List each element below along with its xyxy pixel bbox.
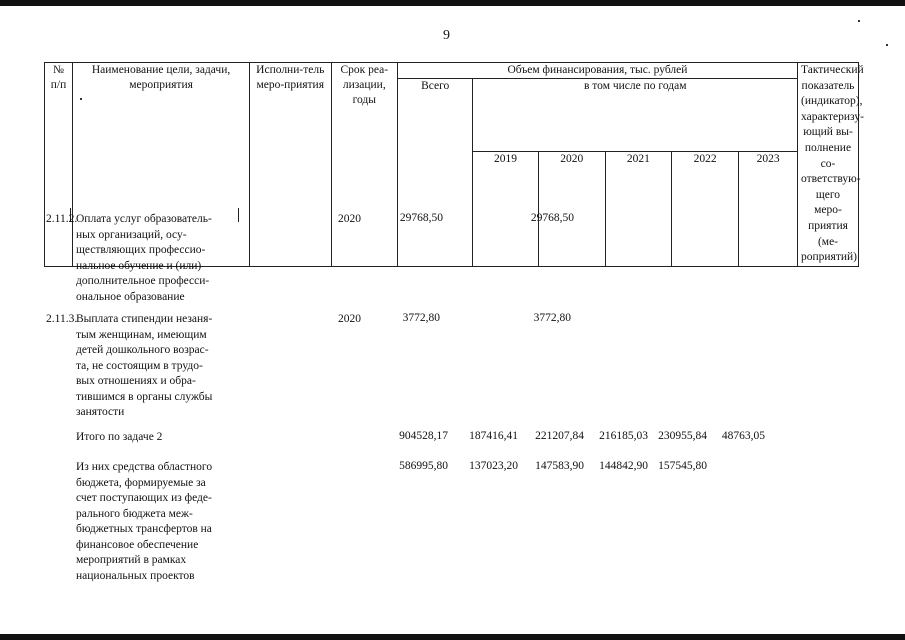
total-value-2021: 216185,03 bbox=[599, 430, 648, 442]
total-value-2019: 187416,41 bbox=[469, 430, 518, 442]
header-name: Наименование цели, задачи, мероприятия bbox=[73, 63, 249, 267]
total-value: 904528,17 bbox=[399, 430, 448, 442]
header-indicator: Тактический показатель (индикатор), характеризу-ющий вы-полнение со-ответствую-щего меро-приятия (ме-роприятий) bbox=[798, 63, 859, 267]
row-description: Выплата стипендии незаня- тым женщинам, имеющим детей дошкольного возрас- та, не состоящим в трудо- вых отношениях и обра- тившимся в органы службы занятости bbox=[76, 313, 213, 418]
header-year: 2023 bbox=[739, 151, 798, 266]
header-year: 2021 bbox=[605, 151, 671, 266]
row-value-2020: 29768,50 bbox=[530, 212, 574, 224]
header-term: Срок реа-лизации, годы bbox=[331, 63, 397, 267]
scan-speck bbox=[858, 20, 860, 22]
total-value-2023: 48763,05 bbox=[721, 430, 765, 442]
header-year: 2019 bbox=[473, 151, 538, 266]
header-num: № п/п bbox=[45, 63, 73, 267]
row-total: 29768,50 bbox=[399, 212, 443, 224]
total-label: Итого по задаче 2 bbox=[76, 431, 163, 443]
subtotal-value-2021: 144842,90 bbox=[599, 460, 648, 472]
column-divider bbox=[238, 208, 239, 222]
total-value-2022: 230955,84 bbox=[658, 430, 707, 442]
row-number: 2.11.3. bbox=[46, 313, 78, 325]
row-term: 2020 bbox=[338, 313, 361, 325]
header-year: 2022 bbox=[671, 151, 738, 266]
scan-speck bbox=[886, 44, 888, 46]
row-description: Оплата услуг образователь- ных организаций, осу- ществляющих профессио- нальное обучение и (или) дополнительное професси- ональное образование bbox=[76, 213, 212, 303]
row-value-2020: 3772,80 bbox=[533, 312, 571, 324]
row-total: 3772,80 bbox=[402, 312, 440, 324]
total-value-2020: 221207,84 bbox=[535, 430, 584, 442]
subtotal-value-2020: 147583,90 bbox=[535, 460, 584, 472]
header-executor: Исполни-тель меро-приятия bbox=[249, 63, 331, 267]
row-number: 2.11.2. bbox=[46, 213, 78, 225]
header-total: Всего bbox=[397, 79, 473, 267]
subtotal-value-2019: 137023,20 bbox=[469, 460, 518, 472]
subtotal-description: Из них средства областного бюджета, формируемые за счет поступающих из феде- рального бюджета меж- бюджетных трансфертов на финансовое обеспечение мероприятий в рамках национальных проектов bbox=[76, 461, 213, 582]
page-number: 9 bbox=[443, 28, 450, 43]
scan-top-border bbox=[0, 0, 905, 6]
row-term: 2020 bbox=[338, 213, 361, 225]
header-year: 2020 bbox=[538, 151, 605, 266]
header-by-years: в том числе по годам bbox=[473, 79, 798, 152]
subtotal-value: 586995,80 bbox=[399, 460, 448, 472]
scan-bottom-border bbox=[0, 634, 905, 640]
header-financing: Объем финансирования, тыс. рублей bbox=[397, 63, 797, 79]
subtotal-value-2022: 157545,80 bbox=[658, 460, 707, 472]
